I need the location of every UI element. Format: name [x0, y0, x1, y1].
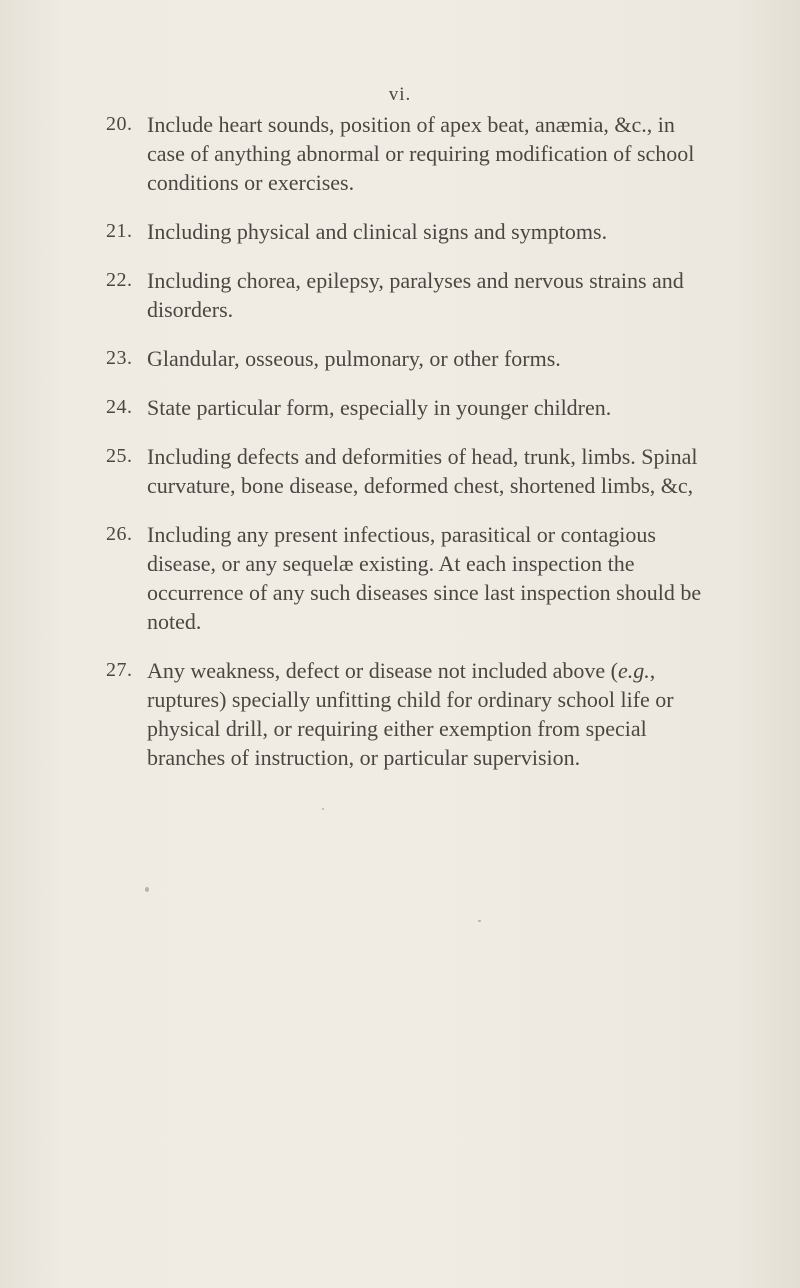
- note-text: Including physical and clinical signs and symptoms.: [147, 219, 608, 244]
- note-number: 25.: [106, 445, 133, 467]
- paper-speck: [322, 808, 324, 810]
- note-item: [0, 520, 717, 636]
- note-text-italic: e.g.: [618, 658, 650, 683]
- paper-speck: [145, 887, 149, 892]
- note-text-prefix: Any weakness, defect or disease not included above (: [147, 658, 619, 683]
- note-number: 21.: [106, 220, 133, 242]
- note-number: 26.: [106, 523, 133, 545]
- note-number: 20.: [106, 113, 133, 135]
- page-number: vi.: [388, 84, 412, 105]
- note-text: State particular form, especially in younger children.: [147, 395, 612, 420]
- note-item: [0, 110, 717, 197]
- note-item: [0, 442, 717, 500]
- note-item: [0, 217, 717, 246]
- note-text: [147, 658, 674, 770]
- note-number: 27.: [106, 659, 133, 681]
- note-text: Including chorea, epilepsy, paralyses and nervous strains and disorders.: [147, 268, 684, 322]
- note-number: 23.: [106, 347, 133, 369]
- notes-list: [0, 110, 800, 792]
- note-text: Include heart sounds, position of apex beat, anæmia, &c., in case of anything abnormal or requiring modification of school conditions or exercises.: [147, 112, 695, 195]
- note-number: 22.: [106, 269, 133, 291]
- note-item: [0, 656, 717, 772]
- note-text: Including any present infectious, parasitical or contagious disease, or any sequelæ existing. At each inspection the occurrence of any such diseases since last inspection should be noted.: [147, 522, 702, 634]
- note-number: 24.: [106, 396, 133, 418]
- note-item: [0, 393, 717, 422]
- note-item: [0, 266, 717, 324]
- note-text-suffix: , ruptures) specially unfitting child for ordinary school life or physical drill, or requiring either exemption from special branches of instruction, or particular supervision.: [147, 658, 674, 770]
- paper-speck: [478, 920, 481, 922]
- note-text: Glandular, osseous, pulmonary, or other forms.: [147, 346, 561, 371]
- note-text: Including defects and deformities of head, trunk, limbs. Spinal curvature, bone disease, deformed chest, shortened limbs, &c,: [147, 444, 698, 498]
- note-item: [0, 344, 717, 373]
